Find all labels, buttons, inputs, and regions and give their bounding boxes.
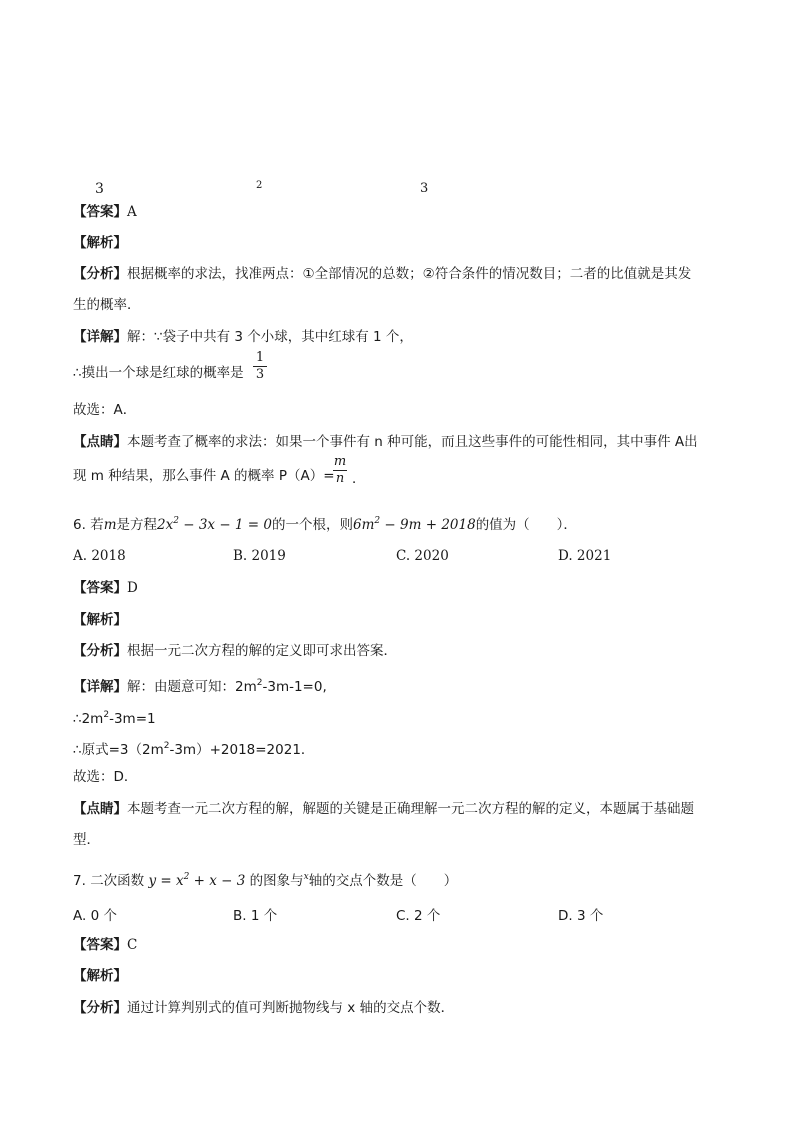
choice-text: 故选：A． bbox=[73, 402, 137, 418]
comment-fraction bbox=[333, 455, 347, 486]
comment-text-2: 现 m 种结果，那么事件 A 的概率 P（A）= bbox=[73, 468, 335, 484]
q5-fenxi-line bbox=[73, 265, 691, 283]
q7-stem-c: 轴的交点个数是（ ） bbox=[308, 873, 458, 889]
answer-value: A bbox=[127, 204, 137, 220]
fenxi-tag: 【分析】 bbox=[73, 266, 127, 282]
q6-answer-line bbox=[73, 579, 138, 597]
q6-step-2: $\therefore 2m^2-3m=1$ bbox=[73, 710, 156, 727]
q7-option-b: B. 1 个 bbox=[233, 908, 278, 924]
q7-equation: $y = x^2 + x - 3$ bbox=[148, 872, 246, 889]
q6-comment-line bbox=[73, 800, 694, 818]
q6-step-3: ∴原式$=3(2m^2-3m)+2018=2021$． bbox=[73, 741, 315, 758]
q6-stem-c: 的一个根，则 bbox=[272, 517, 354, 533]
q7-fenxi-line bbox=[73, 999, 454, 1017]
comment-end: ． bbox=[352, 471, 366, 487]
fraction-numerator: 1 bbox=[255, 350, 265, 365]
q5-analysis-line bbox=[73, 234, 127, 252]
q6-fenxi-line bbox=[73, 642, 397, 660]
q7-analysis-line bbox=[73, 967, 127, 985]
comment-tag: 【点睛】 bbox=[73, 434, 127, 450]
stray-digit-1: 3 bbox=[95, 181, 104, 197]
q6-number: 6. bbox=[73, 517, 86, 533]
answer-value: C bbox=[127, 937, 138, 953]
comment-text: 本题考查一元二次方程的解，解题的关键是正确理解一元二次方程的解的定义，本题属于基础题 bbox=[127, 801, 694, 817]
q6-option-b: B. 2019 bbox=[233, 548, 286, 564]
q7-stem bbox=[73, 868, 457, 890]
analysis-tag: 【解析】 bbox=[73, 235, 127, 251]
detail-text-a: 解：由题意可知： bbox=[127, 679, 235, 695]
detail-text-c: -3m-1=0, bbox=[262, 679, 327, 695]
comment-tag: 【点睛】 bbox=[73, 801, 127, 817]
answer-value: D bbox=[127, 580, 138, 596]
comment-fraction-numerator: m bbox=[333, 454, 347, 469]
fenxi-tag: 【分析】 bbox=[73, 1000, 127, 1016]
fenxi-tag: 【分析】 bbox=[73, 643, 127, 659]
detail-tag: 【详解】 bbox=[73, 679, 127, 695]
q5-detail-line-2 bbox=[73, 364, 244, 382]
q5-comment-line-2 bbox=[73, 467, 335, 485]
stray-digit-2: 2 bbox=[256, 180, 263, 191]
q5-fenxi-line-2 bbox=[73, 296, 141, 314]
answer-tag: 【答案】 bbox=[73, 937, 127, 953]
q7-option-d: D. 3 个 bbox=[558, 908, 604, 924]
answer-tag: 【答案】 bbox=[73, 204, 127, 220]
q5-comment-line bbox=[73, 433, 698, 451]
q7-stem-b: 的图象与 bbox=[249, 873, 304, 889]
analysis-tag: 【解析】 bbox=[73, 968, 127, 984]
fenxi-text: 根据一元二次方程的解的定义即可求出答案． bbox=[127, 643, 397, 659]
q7-answer-line bbox=[73, 936, 137, 954]
q5-detail-line bbox=[73, 328, 413, 346]
q6-equation-1: $2x^2 - 3x - 1 = 0$ bbox=[157, 516, 273, 533]
q7-option-c: C. 2 个 bbox=[396, 908, 441, 924]
q6-comment-line-2 bbox=[73, 831, 100, 849]
q6-detail-line bbox=[73, 674, 327, 696]
q6-var-m: m bbox=[103, 517, 117, 533]
q5-choice-line bbox=[73, 401, 136, 419]
comment-text: 本题考查了概率的求法：如果一个事件有 n 种可能，而且这些事件的可能性相同，其中事件 A出 bbox=[127, 434, 698, 450]
analysis-tag: 【解析】 bbox=[73, 612, 127, 628]
q7-number: 7. bbox=[73, 873, 86, 889]
detail-tag: 【详解】 bbox=[73, 329, 127, 345]
q5-answer-line bbox=[73, 203, 137, 221]
fenxi-text: 根据概率的求法，找准两点：①全部情况的总数；②符合条件的情况数目；二者的比值就是其发 bbox=[127, 266, 692, 282]
detail-text: 解：∵袋子中共有 3 个小球，其中红球有 1 个， bbox=[127, 329, 413, 345]
fenxi-text-cont: 生的概率． bbox=[73, 297, 141, 313]
q7-stem-a: 二次函数 bbox=[90, 873, 145, 889]
q6-choice-line bbox=[73, 768, 137, 786]
q6-equation-2: $6m^2 - 9m + 2018$ bbox=[353, 516, 476, 533]
answer-tag: 【答案】 bbox=[73, 580, 127, 596]
q7-var-x: x bbox=[303, 872, 309, 882]
q6-analysis-line bbox=[73, 611, 127, 629]
q6-stem-b: 是方程 bbox=[116, 517, 157, 533]
probability-fraction bbox=[253, 351, 267, 382]
comment-text-2: 型． bbox=[73, 832, 100, 848]
q6-option-a: A. 2018 bbox=[73, 548, 126, 564]
q7-option-a: A. 0 个 bbox=[73, 908, 117, 924]
comment-fraction-denominator: n bbox=[335, 471, 345, 486]
detail-text-2: ∴摸出一个球是红球的概率是 bbox=[73, 365, 244, 381]
fraction-denominator: 3 bbox=[255, 367, 265, 382]
fenxi-text: 通过计算判别式的值可判断抛物线与 x 轴的交点个数． bbox=[127, 1000, 455, 1016]
choice-text: 故选：D． bbox=[73, 769, 138, 785]
q6-stem-a: 若 bbox=[90, 517, 104, 533]
detail-sup: 2 bbox=[256, 678, 263, 688]
q6-option-d: D. 2021 bbox=[558, 548, 612, 564]
q6-stem-d: 的值为（ ）． bbox=[475, 517, 577, 533]
q6-stem bbox=[73, 512, 577, 534]
stray-digit-3: 3 bbox=[420, 181, 429, 196]
detail-text-b: 2m bbox=[235, 679, 257, 695]
q6-option-c: C. 2020 bbox=[396, 548, 449, 564]
